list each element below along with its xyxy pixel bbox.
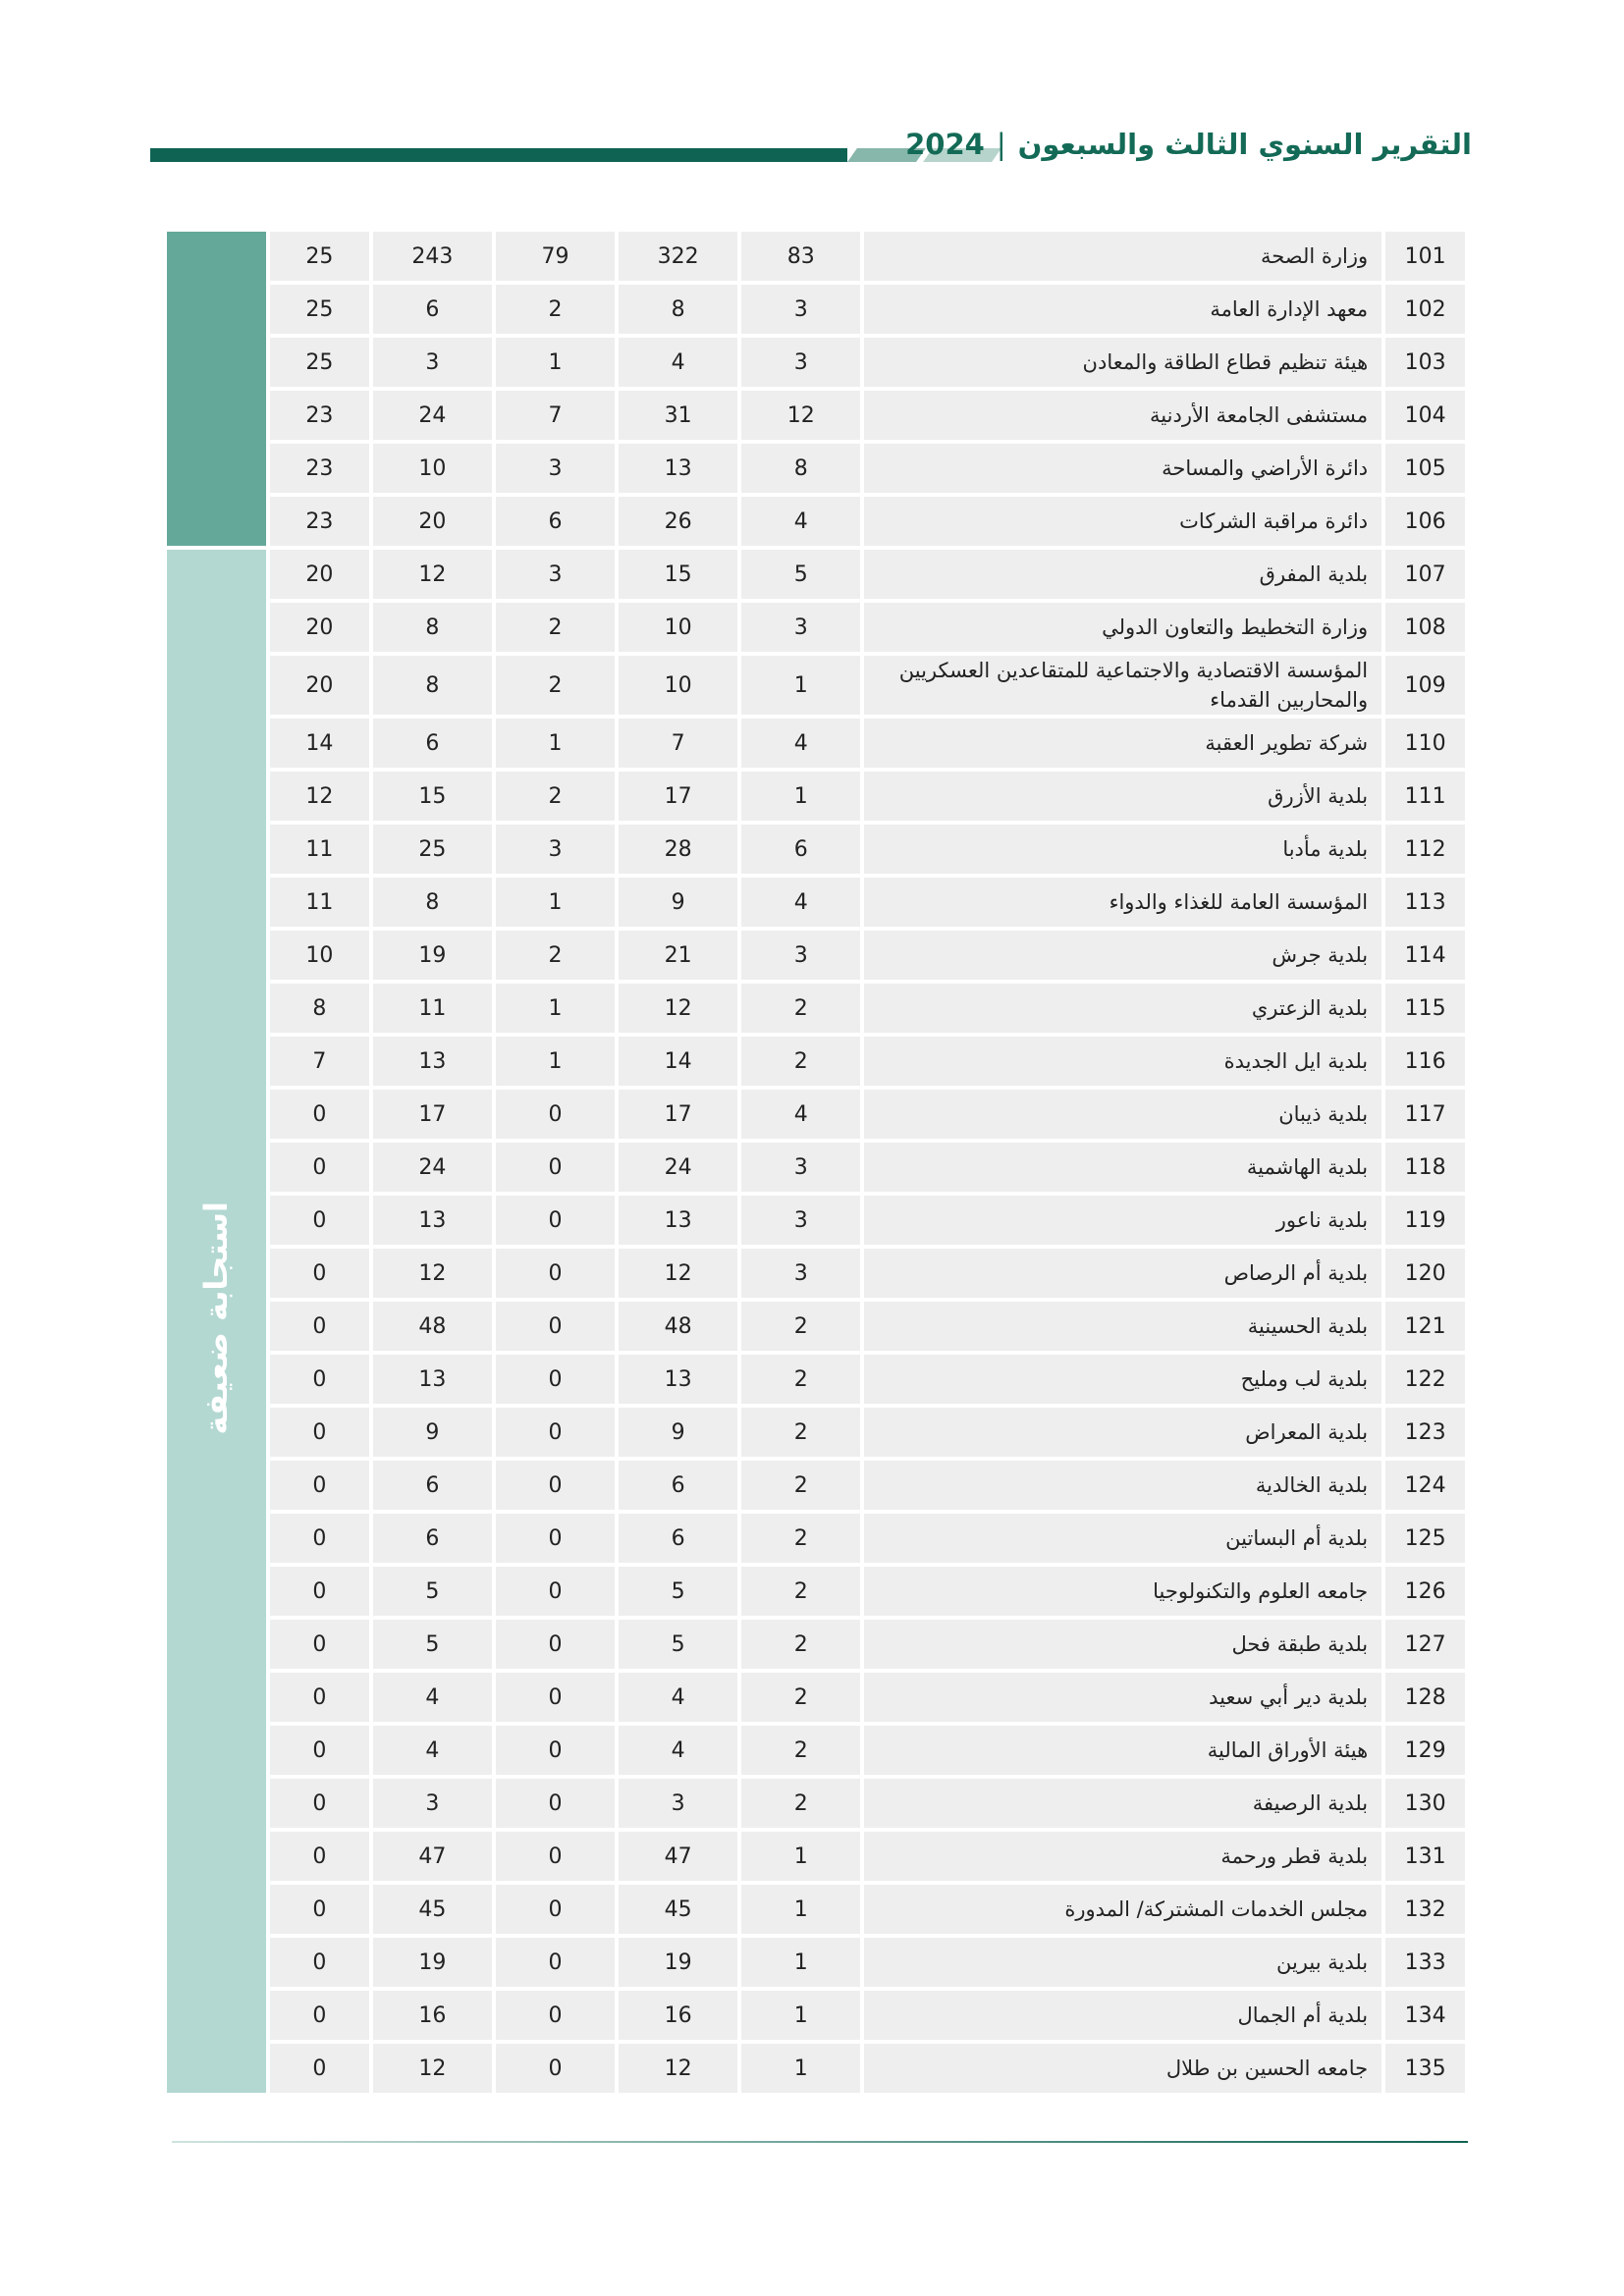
- value-cell-c: 1: [496, 719, 615, 768]
- entity-name-cell: بلدية ايل الجديدة: [864, 1037, 1381, 1086]
- value-cell-a: 2: [741, 1302, 860, 1351]
- value-cell-b: 10: [619, 603, 737, 652]
- value-cell-e: 23: [270, 497, 369, 546]
- table-row: [167, 1673, 1465, 1722]
- value-cell-d: 10: [373, 444, 492, 493]
- value-cell-b: 4: [619, 338, 737, 387]
- table-row: [167, 338, 1465, 387]
- entity-name-cell: بلدية لب ومليح: [864, 1355, 1381, 1404]
- value-cell-a: 4: [741, 719, 860, 768]
- value-cell-b: 8: [619, 285, 737, 334]
- entity-name-cell: دائرة مراقبة الشركات: [864, 497, 1381, 546]
- table-row: [167, 391, 1465, 440]
- entity-name-cell: بلدية طبقة فحل: [864, 1620, 1381, 1669]
- value-cell-e: 0: [270, 1408, 369, 1457]
- value-cell-e: 0: [270, 1514, 369, 1563]
- value-cell-c: 2: [496, 772, 615, 821]
- row-number-cell: 130: [1385, 1779, 1465, 1828]
- value-cell-d: 8: [373, 878, 492, 927]
- category-weak-cell: [167, 550, 266, 2093]
- value-cell-b: 12: [619, 1249, 737, 1298]
- value-cell-b: 16: [619, 1991, 737, 2040]
- row-number-cell: 107: [1385, 550, 1465, 599]
- value-cell-a: 1: [741, 1885, 860, 1934]
- table-row: [167, 1037, 1465, 1086]
- value-cell-b: 24: [619, 1143, 737, 1192]
- value-cell-e: 0: [270, 1090, 369, 1139]
- row-number-cell: 113: [1385, 878, 1465, 927]
- value-cell-b: 5: [619, 1620, 737, 1669]
- entity-name-cell: بلدية الرصيفة: [864, 1779, 1381, 1828]
- entity-name-cell: بلدية ذيبان: [864, 1090, 1381, 1139]
- table-row: [167, 931, 1465, 980]
- value-cell-d: 12: [373, 2044, 492, 2093]
- entity-name-cell: المؤسسة العامة للغذاء والدواء: [864, 878, 1381, 927]
- value-cell-e: 0: [270, 1567, 369, 1616]
- row-number-cell: 133: [1385, 1938, 1465, 1987]
- value-cell-a: 2: [741, 1037, 860, 1086]
- row-number-cell: 106: [1385, 497, 1465, 546]
- value-cell-b: 47: [619, 1832, 737, 1881]
- value-cell-d: 47: [373, 1832, 492, 1881]
- value-cell-a: 4: [741, 1090, 860, 1139]
- entity-name-cell: بلدية أم الرصاص: [864, 1249, 1381, 1298]
- row-number-cell: 135: [1385, 2044, 1465, 2093]
- table-row: [167, 1090, 1465, 1139]
- table-row: [167, 1779, 1465, 1828]
- row-number-cell: 117: [1385, 1090, 1465, 1139]
- table-row: [167, 1620, 1465, 1669]
- table-row: [167, 1832, 1465, 1881]
- value-cell-e: 20: [270, 603, 369, 652]
- table-row: [167, 550, 1465, 599]
- value-cell-d: 3: [373, 338, 492, 387]
- entity-name-cell: بلدية الهاشمية: [864, 1143, 1381, 1192]
- entity-name-cell: بلدية الحسينية: [864, 1302, 1381, 1351]
- value-cell-e: 23: [270, 444, 369, 493]
- entity-name-cell: هيئة الأوراق المالية: [864, 1726, 1381, 1775]
- value-cell-a: 1: [741, 1832, 860, 1881]
- table-row: [167, 878, 1465, 927]
- value-cell-b: 12: [619, 2044, 737, 2093]
- report-header: [905, 128, 1472, 161]
- value-cell-b: 14: [619, 1037, 737, 1086]
- table-row: [167, 444, 1465, 493]
- entity-name-cell: بلدية أم البساتين: [864, 1514, 1381, 1563]
- entity-name-cell: بلدية الأزرق: [864, 772, 1381, 821]
- row-number-cell: 112: [1385, 825, 1465, 874]
- entity-name-cell: معهد الإدارة العامة: [864, 285, 1381, 334]
- value-cell-b: 13: [619, 444, 737, 493]
- row-number-cell: 126: [1385, 1567, 1465, 1616]
- value-cell-c: 7: [496, 391, 615, 440]
- row-number-cell: 123: [1385, 1408, 1465, 1457]
- table-row: [167, 232, 1465, 281]
- entity-name-cell: بلدية بيرين: [864, 1938, 1381, 1987]
- category-weak-label: استجابة ضعيفة: [197, 1201, 236, 1435]
- header-separator: |: [996, 128, 1006, 161]
- value-cell-e: 0: [270, 1991, 369, 2040]
- value-cell-d: 5: [373, 1620, 492, 1669]
- value-cell-b: 322: [619, 232, 737, 281]
- header-bar: [150, 148, 847, 162]
- value-cell-d: 16: [373, 1991, 492, 2040]
- value-cell-a: 2: [741, 1355, 860, 1404]
- value-cell-d: 20: [373, 497, 492, 546]
- row-number-cell: 109: [1385, 656, 1465, 715]
- table-row: [167, 1355, 1465, 1404]
- entity-name-cell: وزارة الصحة: [864, 232, 1381, 281]
- row-number-cell: 129: [1385, 1726, 1465, 1775]
- value-cell-a: 1: [741, 656, 860, 715]
- value-cell-a: 2: [741, 1461, 860, 1510]
- value-cell-c: 0: [496, 1249, 615, 1298]
- row-number-cell: 118: [1385, 1143, 1465, 1192]
- value-cell-d: 4: [373, 1673, 492, 1722]
- value-cell-d: 6: [373, 1461, 492, 1510]
- value-cell-c: 0: [496, 2044, 615, 2093]
- value-cell-d: 19: [373, 1938, 492, 1987]
- table-row: [167, 984, 1465, 1033]
- table-row: [167, 1567, 1465, 1616]
- row-number-cell: 115: [1385, 984, 1465, 1033]
- value-cell-c: 0: [496, 1196, 615, 1245]
- row-number-cell: 119: [1385, 1196, 1465, 1245]
- value-cell-a: 3: [741, 285, 860, 334]
- entity-name-cell: بلدية المفرق: [864, 550, 1381, 599]
- value-cell-e: 0: [270, 2044, 369, 2093]
- value-cell-a: 3: [741, 1196, 860, 1245]
- value-cell-b: 48: [619, 1302, 737, 1351]
- value-cell-a: 1: [741, 772, 860, 821]
- value-cell-a: 8: [741, 444, 860, 493]
- value-cell-d: 12: [373, 1249, 492, 1298]
- value-cell-d: 24: [373, 1143, 492, 1192]
- value-cell-e: 14: [270, 719, 369, 768]
- row-number-cell: 120: [1385, 1249, 1465, 1298]
- value-cell-a: 2: [741, 1779, 860, 1828]
- row-number-cell: 108: [1385, 603, 1465, 652]
- value-cell-c: 0: [496, 1567, 615, 1616]
- value-cell-b: 10: [619, 656, 737, 715]
- value-cell-b: 21: [619, 931, 737, 980]
- value-cell-c: 0: [496, 1461, 615, 1510]
- value-cell-e: 20: [270, 550, 369, 599]
- entity-name-cell: بلدية دير أبي سعيد: [864, 1673, 1381, 1722]
- value-cell-c: 79: [496, 232, 615, 281]
- entity-name-cell: دائرة الأراضي والمساحة: [864, 444, 1381, 493]
- value-cell-a: 2: [741, 984, 860, 1033]
- value-cell-c: 0: [496, 1726, 615, 1775]
- value-cell-b: 3: [619, 1779, 737, 1828]
- value-cell-a: 3: [741, 338, 860, 387]
- value-cell-c: 0: [496, 1779, 615, 1828]
- value-cell-c: 2: [496, 656, 615, 715]
- row-number-cell: 116: [1385, 1037, 1465, 1086]
- value-cell-c: 1: [496, 984, 615, 1033]
- value-cell-c: 0: [496, 1355, 615, 1404]
- value-cell-e: 20: [270, 656, 369, 715]
- value-cell-e: 0: [270, 1673, 369, 1722]
- row-number-cell: 105: [1385, 444, 1465, 493]
- row-number-cell: 124: [1385, 1461, 1465, 1510]
- value-cell-c: 2: [496, 603, 615, 652]
- value-cell-a: 4: [741, 497, 860, 546]
- value-cell-a: 83: [741, 232, 860, 281]
- value-cell-e: 0: [270, 1355, 369, 1404]
- entity-name-cell: بلدية ناعور: [864, 1196, 1381, 1245]
- value-cell-d: 8: [373, 603, 492, 652]
- row-number-cell: 111: [1385, 772, 1465, 821]
- value-cell-e: 10: [270, 931, 369, 980]
- value-cell-c: 1: [496, 338, 615, 387]
- entity-name-cell: جامعه العلوم والتكنولوجيا: [864, 1567, 1381, 1616]
- row-number-cell: 103: [1385, 338, 1465, 387]
- row-number-cell: 122: [1385, 1355, 1465, 1404]
- value-cell-d: 11: [373, 984, 492, 1033]
- table-row: [167, 1196, 1465, 1245]
- row-number-cell: 127: [1385, 1620, 1465, 1669]
- entity-name-cell: بلدية مأدبا: [864, 825, 1381, 874]
- value-cell-a: 4: [741, 878, 860, 927]
- table-row: [167, 1249, 1465, 1298]
- value-cell-e: 23: [270, 391, 369, 440]
- value-cell-b: 4: [619, 1673, 737, 1722]
- value-cell-a: 5: [741, 550, 860, 599]
- value-cell-d: 15: [373, 772, 492, 821]
- value-cell-b: 9: [619, 1408, 737, 1457]
- value-cell-e: 8: [270, 984, 369, 1033]
- value-cell-e: 0: [270, 1779, 369, 1828]
- value-cell-d: 45: [373, 1885, 492, 1934]
- row-number-cell: 104: [1385, 391, 1465, 440]
- category-strong-cell: [167, 232, 266, 546]
- entity-name-cell: بلدية الزعتري: [864, 984, 1381, 1033]
- value-cell-b: 12: [619, 984, 737, 1033]
- table-row: [167, 1885, 1465, 1934]
- row-number-cell: 101: [1385, 232, 1465, 281]
- table-row: [167, 825, 1465, 874]
- report-year: 2024: [905, 128, 985, 161]
- table-row: [167, 2044, 1465, 2093]
- table-row: [167, 1302, 1465, 1351]
- value-cell-e: 0: [270, 1938, 369, 1987]
- table-row: [167, 1991, 1465, 2040]
- value-cell-c: 0: [496, 1090, 615, 1139]
- value-cell-b: 19: [619, 1938, 737, 1987]
- row-number-cell: 102: [1385, 285, 1465, 334]
- table-row: [167, 1938, 1465, 1987]
- value-cell-c: 0: [496, 1673, 615, 1722]
- value-cell-b: 17: [619, 1090, 737, 1139]
- value-cell-c: 0: [496, 1302, 615, 1351]
- value-cell-c: 0: [496, 1832, 615, 1881]
- value-cell-e: 7: [270, 1037, 369, 1086]
- value-cell-e: 0: [270, 1302, 369, 1351]
- table-row: [167, 772, 1465, 821]
- value-cell-e: 25: [270, 232, 369, 281]
- value-cell-a: 2: [741, 1726, 860, 1775]
- value-cell-a: 2: [741, 1408, 860, 1457]
- table-row: [167, 1143, 1465, 1192]
- entity-name-cell: المؤسسة الاقتصادية والاجتماعية للمتقاعدين العسكريين والمحاربين القدماء: [864, 656, 1381, 715]
- value-cell-e: 0: [270, 1832, 369, 1881]
- value-cell-e: 12: [270, 772, 369, 821]
- row-number-cell: 125: [1385, 1514, 1465, 1563]
- row-number-cell: 131: [1385, 1832, 1465, 1881]
- row-number-cell: 134: [1385, 1991, 1465, 2040]
- value-cell-a: 6: [741, 825, 860, 874]
- value-cell-b: 6: [619, 1514, 737, 1563]
- value-cell-e: 0: [270, 1461, 369, 1510]
- value-cell-b: 9: [619, 878, 737, 927]
- value-cell-b: 31: [619, 391, 737, 440]
- value-cell-c: 0: [496, 1514, 615, 1563]
- value-cell-b: 4: [619, 1726, 737, 1775]
- value-cell-d: 6: [373, 285, 492, 334]
- value-cell-c: 2: [496, 931, 615, 980]
- value-cell-a: 2: [741, 1514, 860, 1563]
- value-cell-a: 3: [741, 931, 860, 980]
- value-cell-c: 0: [496, 1991, 615, 2040]
- row-number-cell: 114: [1385, 931, 1465, 980]
- value-cell-a: 3: [741, 603, 860, 652]
- table-row: [167, 285, 1465, 334]
- value-cell-d: 13: [373, 1037, 492, 1086]
- value-cell-c: 3: [496, 550, 615, 599]
- row-number-cell: 121: [1385, 1302, 1465, 1351]
- value-cell-d: 9: [373, 1408, 492, 1457]
- value-cell-e: 0: [270, 1726, 369, 1775]
- value-cell-a: 2: [741, 1567, 860, 1616]
- value-cell-a: 3: [741, 1249, 860, 1298]
- value-cell-d: 13: [373, 1196, 492, 1245]
- value-cell-c: 3: [496, 825, 615, 874]
- table-row: [167, 656, 1465, 715]
- value-cell-e: 0: [270, 1249, 369, 1298]
- value-cell-d: 25: [373, 825, 492, 874]
- entity-name-cell: مستشفى الجامعة الأردنية: [864, 391, 1381, 440]
- value-cell-c: 1: [496, 878, 615, 927]
- value-cell-e: 11: [270, 825, 369, 874]
- value-cell-d: 243: [373, 232, 492, 281]
- value-cell-e: 11: [270, 878, 369, 927]
- value-cell-d: 3: [373, 1779, 492, 1828]
- value-cell-b: 28: [619, 825, 737, 874]
- value-cell-c: 0: [496, 1620, 615, 1669]
- value-cell-c: 0: [496, 1408, 615, 1457]
- results-table: [163, 228, 1469, 2097]
- value-cell-c: 0: [496, 1938, 615, 1987]
- value-cell-c: 0: [496, 1885, 615, 1934]
- value-cell-a: 12: [741, 391, 860, 440]
- table-row: [167, 1461, 1465, 1510]
- value-cell-a: 2: [741, 1673, 860, 1722]
- results-table-wrapper: [163, 228, 1469, 2097]
- entity-name-cell: بلدية الخالدية: [864, 1461, 1381, 1510]
- entity-name-cell: جامعه الحسين بن طلال: [864, 2044, 1381, 2093]
- value-cell-a: 1: [741, 1938, 860, 1987]
- value-cell-d: 6: [373, 1514, 492, 1563]
- row-number-cell: 132: [1385, 1885, 1465, 1934]
- value-cell-b: 5: [619, 1567, 737, 1616]
- value-cell-e: 0: [270, 1143, 369, 1192]
- report-title: التقرير السنوي الثالث والسبعون: [1017, 128, 1472, 161]
- value-cell-e: 25: [270, 338, 369, 387]
- value-cell-b: 45: [619, 1885, 737, 1934]
- entity-name-cell: بلدية أم الجمال: [864, 1991, 1381, 2040]
- value-cell-b: 15: [619, 550, 737, 599]
- entity-name-cell: شركة تطوير العقبة: [864, 719, 1381, 768]
- value-cell-e: 25: [270, 285, 369, 334]
- value-cell-e: 0: [270, 1885, 369, 1934]
- value-cell-d: 6: [373, 719, 492, 768]
- value-cell-a: 2: [741, 1620, 860, 1669]
- entity-name-cell: بلدية جرش: [864, 931, 1381, 980]
- value-cell-d: 8: [373, 656, 492, 715]
- value-cell-c: 3: [496, 444, 615, 493]
- footer-line: [172, 2141, 1468, 2143]
- value-cell-e: 0: [270, 1196, 369, 1245]
- value-cell-b: 26: [619, 497, 737, 546]
- value-cell-b: 17: [619, 772, 737, 821]
- value-cell-d: 4: [373, 1726, 492, 1775]
- entity-name-cell: مجلس الخدمات المشتركة/ المدورة: [864, 1885, 1381, 1934]
- value-cell-a: 1: [741, 1991, 860, 2040]
- row-number-cell: 128: [1385, 1673, 1465, 1722]
- results-table-body: [167, 232, 1465, 2093]
- value-cell-b: 7: [619, 719, 737, 768]
- value-cell-d: 19: [373, 931, 492, 980]
- table-row: [167, 603, 1465, 652]
- table-row: [167, 1726, 1465, 1775]
- table-row: [167, 1408, 1465, 1457]
- value-cell-b: 13: [619, 1355, 737, 1404]
- value-cell-c: 0: [496, 1143, 615, 1192]
- entity-name-cell: وزارة التخطيط والتعاون الدولي: [864, 603, 1381, 652]
- table-row: [167, 1514, 1465, 1563]
- entity-name-cell: هيئة تنظيم قطاع الطاقة والمعادن: [864, 338, 1381, 387]
- value-cell-a: 1: [741, 2044, 860, 2093]
- table-row: [167, 719, 1465, 768]
- value-cell-c: 6: [496, 497, 615, 546]
- entity-name-cell: بلدية قطر ورحمة: [864, 1832, 1381, 1881]
- value-cell-d: 24: [373, 391, 492, 440]
- value-cell-d: 5: [373, 1567, 492, 1616]
- table-row: [167, 497, 1465, 546]
- value-cell-a: 3: [741, 1143, 860, 1192]
- value-cell-b: 6: [619, 1461, 737, 1510]
- value-cell-d: 48: [373, 1302, 492, 1351]
- value-cell-d: 13: [373, 1355, 492, 1404]
- value-cell-b: 13: [619, 1196, 737, 1245]
- value-cell-d: 12: [373, 550, 492, 599]
- value-cell-c: 2: [496, 285, 615, 334]
- value-cell-d: 17: [373, 1090, 492, 1139]
- entity-name-cell: بلدية المعراض: [864, 1408, 1381, 1457]
- value-cell-c: 1: [496, 1037, 615, 1086]
- row-number-cell: 110: [1385, 719, 1465, 768]
- value-cell-e: 0: [270, 1620, 369, 1669]
